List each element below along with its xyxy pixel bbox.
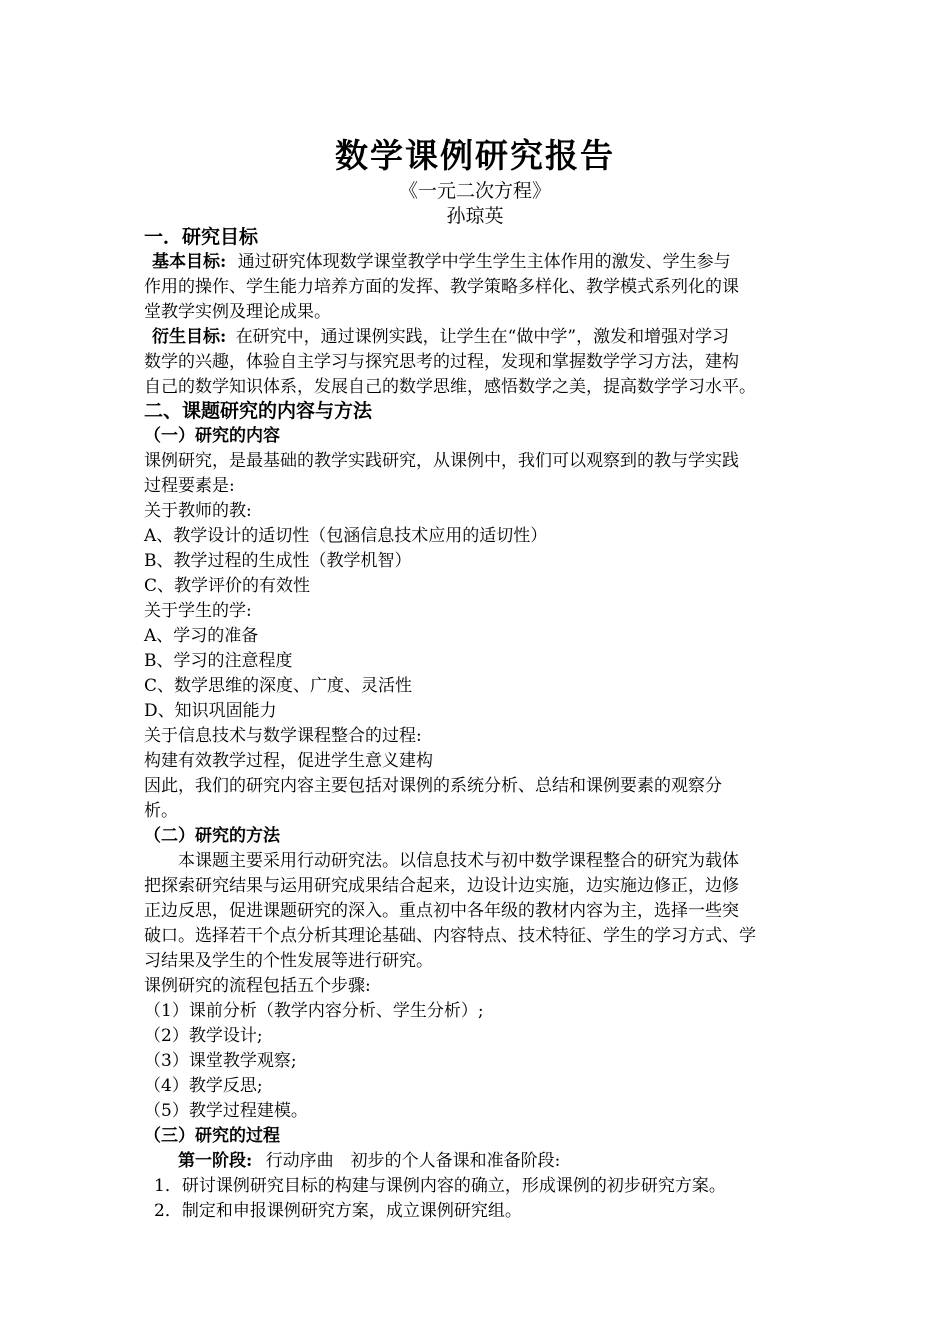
teacher-item-a: A、教学设计的适切性（包涵信息技术应用的适切性） xyxy=(144,526,548,546)
method-paragraph-line-4: 破口。选择若干个点分析其理论基础、内容特点、技术特征、学生的学习方式、学 xyxy=(144,926,756,946)
stage-1-line xyxy=(178,1150,560,1172)
derived-goal-line-2: 数学的兴趣，体验自主学习与探究思考的过程，发现和掌握数学学习方法，建构 xyxy=(144,352,739,372)
flow-step-1: （1）课前分析（教学内容分析、学生分析）; xyxy=(144,1001,484,1021)
basic-goal-text: 通过研究体现数学课堂教学中学生学生主体作用的激发、学生参与 xyxy=(237,252,731,272)
derived-goal-line-1 xyxy=(144,326,729,348)
basic-goal-line-2: 作用的操作、学生能力培养方面的发挥、教学策略多样化、教学模式系列化的课 xyxy=(144,277,739,297)
teacher-heading: 关于教师的教: xyxy=(144,501,252,521)
basic-goal-line-3: 堂教学实例及理论成果。 xyxy=(144,302,331,322)
student-item-a: A、学习的准备 xyxy=(144,626,259,646)
teacher-item-c: C、教学评价的有效性 xyxy=(144,576,311,596)
content-conclusion-line-1: 因此，我们的研究内容主要包括对课例的系统分析、总结和课例要素的观察分 xyxy=(144,776,722,796)
subsection-method-heading: （二）研究的方法 xyxy=(144,826,280,846)
content-intro-line-1: 课例研究，是最基础的教学实践研究，从课例中，我们可以观察到的教与学实践 xyxy=(144,451,739,471)
method-paragraph-line-1: 本课题主要采用行动研究法。以信息技术与初中数学课程整合的研究为载体 xyxy=(178,851,739,871)
flow-heading: 课例研究的流程包括五个步骤: xyxy=(144,976,371,996)
content-conclusion-line-2: 析。 xyxy=(144,801,178,821)
flow-step-5: （5）教学过程建模。 xyxy=(144,1101,308,1121)
method-paragraph-line-2: 把探索研究结果与运用研究成果结合起来，边设计边实施，边实施边修正，边修 xyxy=(144,876,739,896)
basic-goal-label: 基本目标: xyxy=(152,252,227,272)
doc-subtitle: 《一元二次方程》 xyxy=(398,180,551,202)
subsection-process-heading: （三）研究的过程 xyxy=(144,1126,280,1146)
basic-goal-line-1 xyxy=(144,251,731,273)
section-1-heading: 一．研究目标 xyxy=(144,226,259,248)
derived-goal-label: 衍生目标: xyxy=(152,327,227,347)
teacher-item-b: B、教学过程的生成性（教学机智） xyxy=(144,551,412,571)
doc-author: 孙琼英 xyxy=(446,205,504,227)
method-paragraph-line-3: 正边反思，促进课题研究的深入。重点初中各年级的教材内容为主，选择一些突 xyxy=(144,901,739,921)
method-paragraph-line-5: 习结果及学生的个性发展等进行研究。 xyxy=(144,951,433,971)
student-item-c: C、数学思维的深度、广度、灵活性 xyxy=(144,676,413,696)
it-integration-line: 构建有效教学过程，促进学生意义建构 xyxy=(144,751,433,771)
process-item-2: 2．制定和申报课例研究方案，成立课例研究组。 xyxy=(154,1201,522,1221)
content-intro-line-2: 过程要素是: xyxy=(144,476,235,496)
derived-goal-line-3: 自己的数学知识体系，发展自己的数学思维，感悟数学之美，提高数学学习水平。 xyxy=(144,377,756,397)
student-item-d: D、知识巩固能力 xyxy=(144,701,277,721)
stage-1-text: 行动序曲 初步的个人备课和准备阶段: xyxy=(265,1151,561,1171)
flow-step-3: （3）课堂教学观察; xyxy=(144,1051,297,1071)
derived-goal-text: 在研究中，通过课例实践，让学生在“做中学”，激发和增强对学习 xyxy=(235,327,730,347)
flow-step-4: （4）教学反思; xyxy=(144,1076,263,1096)
stage-1-label: 第一阶段: xyxy=(178,1151,253,1171)
doc-title: 数学课例研究报告 xyxy=(335,136,615,175)
student-item-b: B、学习的注意程度 xyxy=(144,651,293,671)
section-2-heading: 二、课题研究的内容与方法 xyxy=(144,400,373,422)
student-heading: 关于学生的学: xyxy=(144,601,252,621)
process-item-1: 1．研讨课例研究目标的构建与课例内容的确立，形成课例的初步研究方案。 xyxy=(154,1176,726,1196)
it-integration-heading: 关于信息技术与数学课程整合的过程: xyxy=(144,726,422,746)
subsection-content-heading: （一）研究的内容 xyxy=(144,426,280,446)
flow-step-2: （2）教学设计; xyxy=(144,1026,263,1046)
